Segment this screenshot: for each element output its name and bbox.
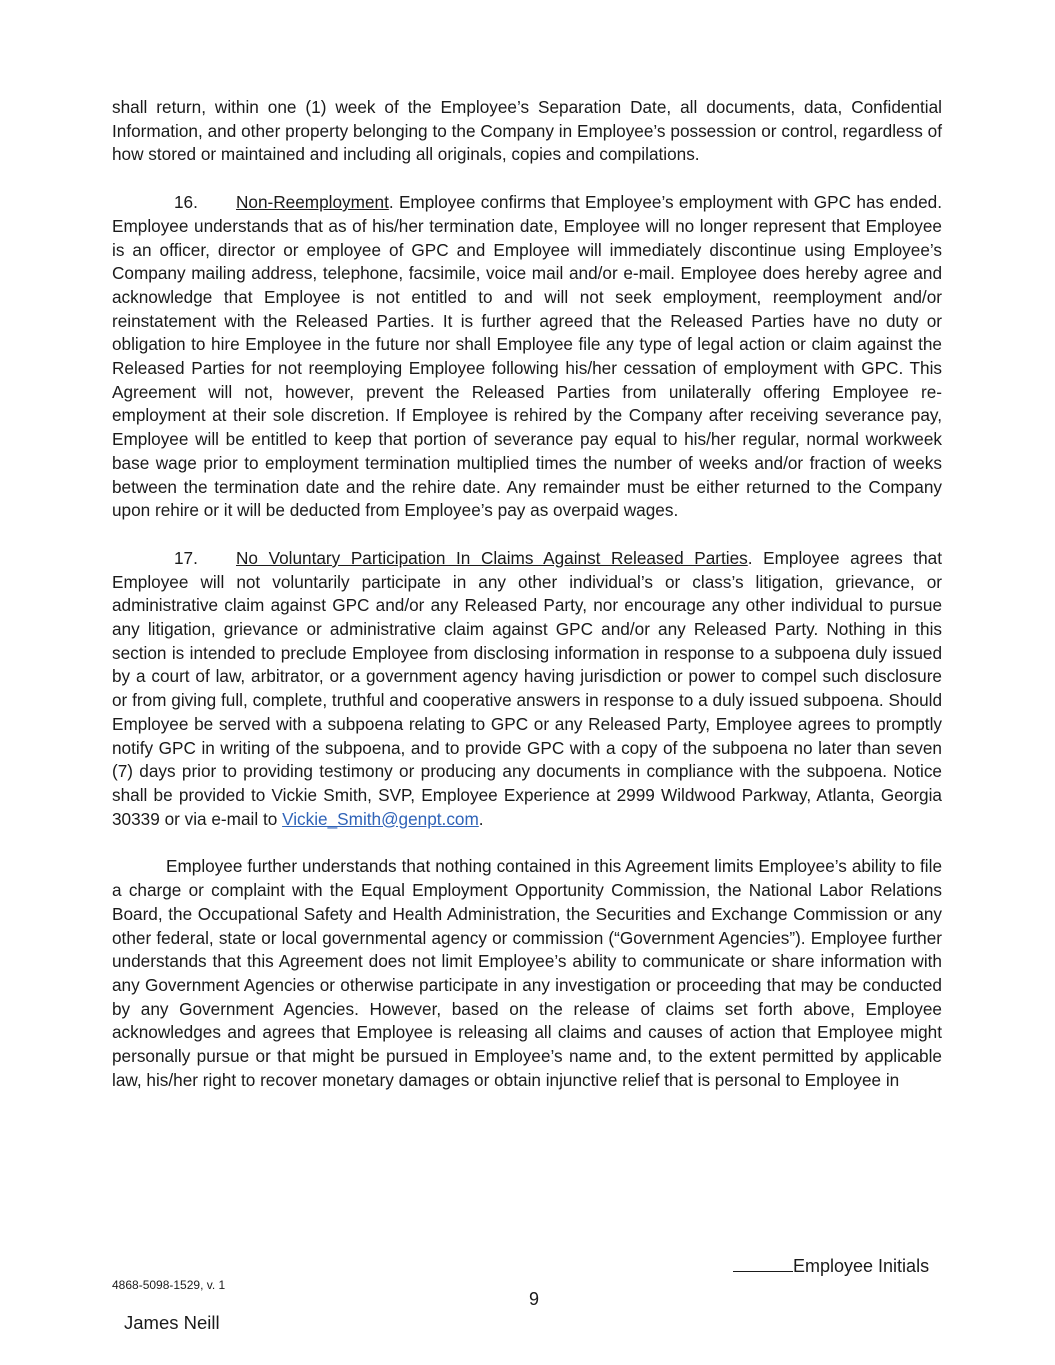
section-16-heading: Non-Reemployment (236, 192, 389, 213)
section-17-heading: No Voluntary Participation In Claims Against Released Parties (236, 547, 748, 568)
employee-initials (733, 1253, 929, 1277)
document-body (112, 96, 942, 1092)
initials-line[interactable] (733, 1253, 793, 1272)
initials-label: Employee Initials (793, 1256, 930, 1276)
section-17-number: 17. (174, 547, 198, 568)
section-16-number: 16. (174, 192, 198, 213)
footer-name: James Neill (124, 1312, 220, 1333)
section-16-body: . Employee confirms that Employee’s employment with GPC has ended. Employee understands that as of his/her termination date, Employee will no longer represent that Employee is an officer, director or employee of GPC and Employee will immediately discontinue using Employee’s Company mailing address, telephone, facsimile, voice mail and/or e-mail. Employee does hereby agree and acknowledge that Employee is not entitled to and will not seek employment, reemployment and/or reinstatement with the Released Parties. It is further agreed that the Released Parties have no duty or obligation to hire Employee in the future nor shall Employee file any type of legal action or claim against the Released Parties for not reemploying Employee following his/her cessation of employment with GPC. This Agreement will not, however, prevent the Released Parties from unilaterally offering Employee re-employment at their sole discretion. If Employee is rehired by the Company after receiving severance pay, Employee will be entitled to keep that portion of severance pay equal to his/her regular, normal workweek base wage prior to employment termination multiplied times the number of weeks and/or fraction of weeks between the termination date and the rehire date. Any remainder must be either returned to the Company upon rehire or it will be deducted from Employee’s pay as overpaid wages. (112, 192, 942, 521)
document-id: 4868-5098-1529, v. 1 (112, 1278, 226, 1292)
paragraph-continuation: shall return, within one (1) week of the Employee’s Separation Date, all documents, data, Confidential Information, and other property belonging to the Company in Employee’s possession or control, regardless of how stored or maintained and including all originals, copies and compilations. (112, 97, 942, 165)
paragraph-government-agencies: Employee further understands that nothing contained in this Agreement limits Employee’s ability to file a charge or complaint with the Equal Employment Opportunity Commission, the National Labor Relations Board, the Occupational Safety and Health Administration, the Securities and Exchange Commission or any other federal, state or local governmental agency or commission (“Government Agencies”). Employee further understands that this Agreement does not limit Employee’s ability to communicate or share information with any Government Agencies or otherwise participate in any investigation or proceeding that may be conducted by any Government Agencies. However, based on the release of claims set forth above, Employee acknowledges and agrees that Employee is releasing all claims and causes of action that Employee might personally pursue or that might be pursued in Employee’s name and, to the extent permitted by applicable law, his/her right to recover monetary damages or obtain injunctive relief that is personal to Employee in (112, 856, 942, 1090)
section-16 (112, 191, 942, 523)
section-17 (112, 547, 942, 831)
section-17-body: . Employee agrees that Employee will not voluntarily participate in any other individual’s or class’s litigation, grievance, or administrative claim against GPC and/or any Released Party, nor encourage any other individual to pursue any litigation, grievance or administrative claim against GPC and/or any Released Party. Nothing in this section is intended to preclude Employee from disclosing information in response to a subpoena duly issued by a court of law, arbitrator, or a government agency having jurisdiction or power to compel such disclosure or from giving full, complete, truthful and cooperative answers in response to a duly issued subpoena. Should Employee be served with a subpoena relating to GPC or any Released Party, Employee agrees to promptly notify GPC in writing of the subpoena, and to provide GPC with a copy of the subpoena no later than seven (7) days prior to providing testimony or producing any documents in compliance with the subpoena. Notice shall be provided to Vickie Smith, SVP, Employee Experience at 2999 Wildwood Parkway, Atlanta, Georgia 30339 or via e-mail to (112, 547, 942, 829)
page-number: 9 (529, 1289, 540, 1309)
section-17-end: . (478, 808, 484, 829)
email-link[interactable]: Vickie_Smith@genpt.com (282, 808, 479, 829)
